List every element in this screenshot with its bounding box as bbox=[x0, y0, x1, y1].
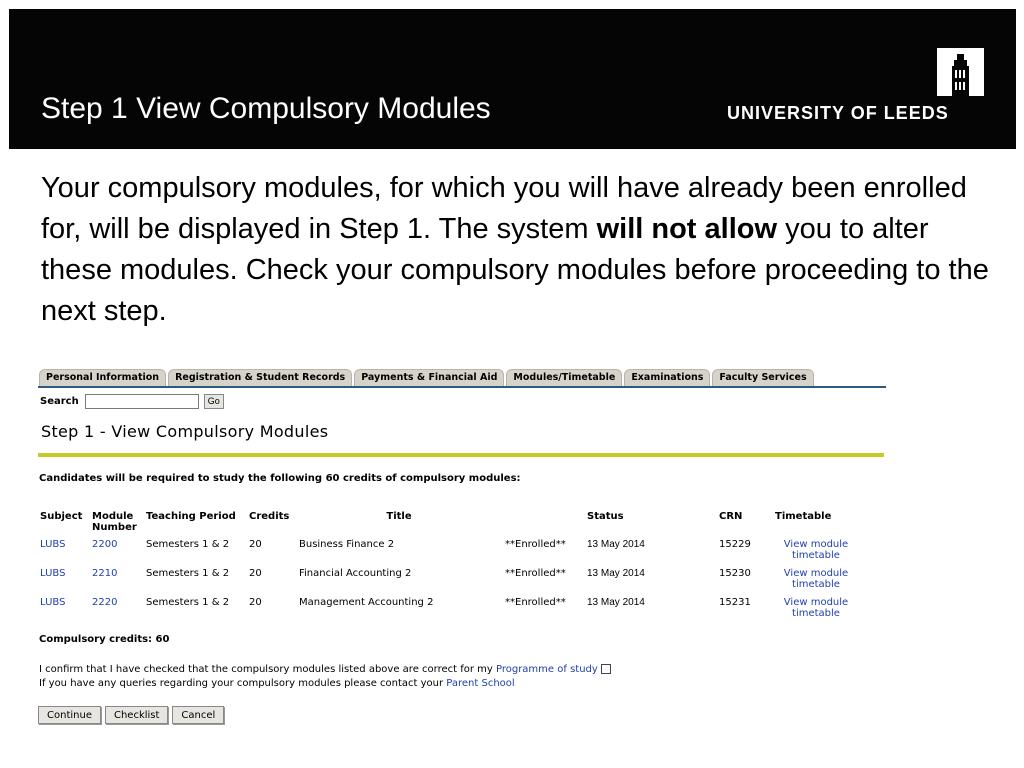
slide-title: Step 1 View Compulsory Modules bbox=[41, 92, 491, 125]
header-teaching-period: Teaching Period bbox=[146, 511, 236, 522]
credits-value: 20 bbox=[249, 568, 262, 579]
parent-school-link[interactable]: Parent School bbox=[446, 678, 515, 689]
credits-value: 20 bbox=[249, 597, 262, 608]
subject-link[interactable]: LUBS bbox=[40, 597, 66, 608]
checklist-button[interactable]: Checklist bbox=[105, 706, 168, 724]
search-bar bbox=[38, 392, 886, 410]
crn-value: 15231 bbox=[719, 597, 751, 608]
subject-link[interactable]: LUBS bbox=[40, 539, 66, 550]
cancel-button[interactable]: Cancel bbox=[172, 706, 224, 724]
module-number-link[interactable]: 2210 bbox=[92, 568, 118, 579]
queries-text: If you have any queries regarding your compulsory modules please contact your bbox=[39, 678, 447, 689]
module-title: Business Finance 2 bbox=[299, 539, 395, 550]
view-timetable-link[interactable]: View module timetable bbox=[783, 539, 849, 561]
header-module-number: Module Number bbox=[92, 511, 137, 533]
status-date: 13 May 2014 bbox=[587, 539, 645, 550]
intro-emphasis: will not allow bbox=[596, 213, 778, 245]
tab-faculty-services[interactable]: Faculty Services bbox=[712, 369, 813, 386]
crn-value: 15230 bbox=[719, 568, 751, 579]
continue-button[interactable]: Continue bbox=[38, 706, 101, 724]
student-records-app bbox=[38, 366, 886, 724]
university-logo-text: UNIVERSITY OF LEEDS bbox=[727, 103, 949, 123]
compulsory-credits-total: Compulsory credits: 60 bbox=[39, 634, 170, 645]
header-spacer bbox=[503, 511, 585, 537]
header-subject: Subject bbox=[40, 511, 83, 522]
status-date: 13 May 2014 bbox=[587, 568, 645, 579]
subject-link[interactable]: LUBS bbox=[40, 568, 66, 579]
intro-paragraph bbox=[41, 168, 991, 332]
table-row bbox=[38, 566, 861, 595]
heading-rule bbox=[38, 453, 884, 457]
nav-tabs bbox=[38, 366, 886, 386]
header-credits: Credits bbox=[249, 511, 290, 522]
header-title: Title bbox=[386, 511, 412, 522]
enrolled-flag: **Enrolled** bbox=[505, 539, 566, 550]
enrolled-flag: **Enrolled** bbox=[505, 597, 566, 608]
view-timetable-link[interactable]: View module timetable bbox=[783, 597, 849, 619]
page-heading: Step 1 - View Compulsory Modules bbox=[41, 422, 329, 441]
credits-value: 20 bbox=[249, 539, 262, 550]
teaching-period: Semesters 1 & 2 bbox=[146, 597, 230, 608]
action-buttons bbox=[38, 706, 886, 724]
table-header-row bbox=[38, 511, 861, 537]
intro-text-2: you to alter these modules. Check your compulsory modules before proceeding to the next step. bbox=[41, 213, 989, 327]
programme-of-study-link[interactable]: Programme of study bbox=[495, 664, 598, 675]
tab-registration-student-records[interactable]: Registration & Student Records bbox=[168, 369, 352, 386]
queries-line bbox=[39, 677, 886, 691]
university-tower-icon bbox=[937, 48, 984, 96]
tab-personal-information[interactable]: Personal Information bbox=[39, 369, 166, 386]
view-timetable-link[interactable]: View module timetable bbox=[783, 568, 849, 590]
slide-header bbox=[9, 9, 1016, 149]
go-button[interactable]: Go bbox=[204, 394, 224, 409]
module-title: Management Accounting 2 bbox=[299, 597, 434, 608]
tab-payments-financial-aid[interactable]: Payments & Financial Aid bbox=[354, 369, 504, 386]
confirm-checkbox[interactable] bbox=[601, 664, 611, 674]
tab-underline bbox=[38, 386, 886, 388]
header-crn: CRN bbox=[719, 511, 743, 522]
teaching-period: Semesters 1 & 2 bbox=[146, 539, 230, 550]
search-label: Search bbox=[40, 395, 79, 407]
header-status: Status bbox=[587, 511, 624, 522]
compulsory-modules-table bbox=[38, 511, 861, 624]
tab-examinations[interactable]: Examinations bbox=[624, 369, 710, 386]
table-row bbox=[38, 537, 861, 566]
intro-text-1: Your compulsory modules, for which you will have already been enrolled for, will be displayed in Step 1. The system bbox=[41, 172, 967, 245]
module-number-link[interactable]: 2220 bbox=[92, 597, 118, 608]
enrolled-flag: **Enrolled** bbox=[505, 568, 566, 579]
confirmation-block bbox=[39, 663, 886, 691]
module-title: Financial Accounting 2 bbox=[299, 568, 412, 579]
table-row bbox=[38, 595, 861, 624]
confirm-text: I confirm that I have checked that the compulsory modules listed above are correct for my bbox=[39, 664, 496, 675]
confirm-line bbox=[39, 663, 886, 677]
status-date: 13 May 2014 bbox=[587, 597, 645, 608]
module-number-link[interactable]: 2200 bbox=[92, 539, 118, 550]
tab-modules-timetable[interactable]: Modules/Timetable bbox=[506, 369, 622, 386]
crn-value: 15229 bbox=[719, 539, 751, 550]
teaching-period: Semesters 1 & 2 bbox=[146, 568, 230, 579]
search-input[interactable] bbox=[85, 394, 199, 409]
candidates-note: Candidates will be required to study the following 60 credits of compulsory modules: bbox=[39, 473, 521, 484]
header-timetable: Timetable bbox=[775, 511, 832, 522]
